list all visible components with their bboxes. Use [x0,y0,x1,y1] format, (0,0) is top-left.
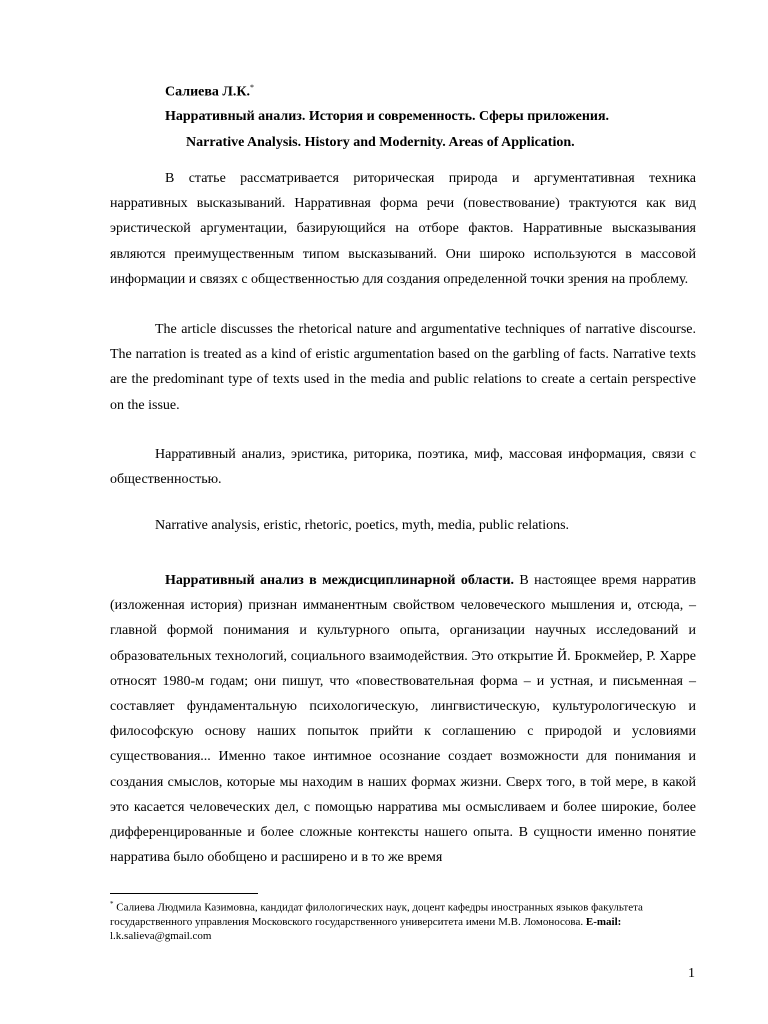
footnote-text: Салиева Людмила Казимовна, кандидат филологических наук, доцент кафедры иностранных языков факультета государственного управления Московского государственного университета имени М.В. Ломоносова. [110,901,643,928]
abstract-english: The article discusses the rhetorical nature and argumentative techniques of narrative discourse. The narration is treated as a kind of eristic argumentation based on the garbling of facts. Narrative texts are the predominant type of texts used in the media and public relations to create a certain perspective on the issue. [110,322,696,413]
author-name: Салиева Л.К.* [165,83,255,100]
footnote-marker: * [110,900,114,908]
title-english: Narrative Analysis. History and Modernity. Areas of Application. [186,135,575,150]
email-link[interactable]: l.k.salieva@gmail.com [110,929,212,942]
footnote-mark: * [250,83,255,92]
keywords-russian: Нарративный анализ, эристика, риторика, поэтика, миф, массовая информация, связи с общественностью. [110,447,696,488]
title-russian: Нарративный анализ. История и современность. Сферы приложения. [165,109,610,124]
footnote-separator [110,893,258,894]
page-number: 1 [688,966,695,981]
footnote [110,897,696,943]
keywords-english: Narrative analysis, eristic, rhetoric, poetics, myth, media, public relations. [155,518,570,533]
abstract-russian: В статье рассматривается риторическая природа и аргументативная техника нарративных высказываний. Нарративная форма речи (повествование) трактуются как вид эристической аргументации, базирующийся на отборе фактов. Нарративные высказывания являются преимущественным типом высказываний. Они широко используются в массовой информации и связях с общественностью для создания определенной точки зрения на проблему. [110,171,696,287]
section-heading: Нарративный анализ в междисциплинарной области. [165,573,515,588]
email-label: E-mail: [585,915,622,928]
body-text: В настоящее время нарратив (изложенная история) признан имманентным свойством человеческого мышления и, отсюда, – главной формой понимания и культурного опыта, организации научных исследований и образовательных технологий, социального взаимодействия. Это открытие Й. Брокмейер, Р. Харре относят 1980-м годам; они пишут, что «повествовательная форма – и устная, и письменная – составляет фундаментальную психологическую, лингвистическую, культурологическую и философскую основу наших попыток прийти к соглашению с природой и условиями существования... Именно такое интимное осознание создает возможности для понимания и создания смыслов, которые мы находим в наших формах жизни. Сверх того, в той мере, в какой это касается человеческих дел, с помощью нарратива мы осмысливаем и более широкие, более дифференцированные и более сложные контексты нашего опыта. В сущности именно понятие нарратива было обобщено и расширено и в то же время [110,573,697,866]
body-paragraph [110,568,696,870]
